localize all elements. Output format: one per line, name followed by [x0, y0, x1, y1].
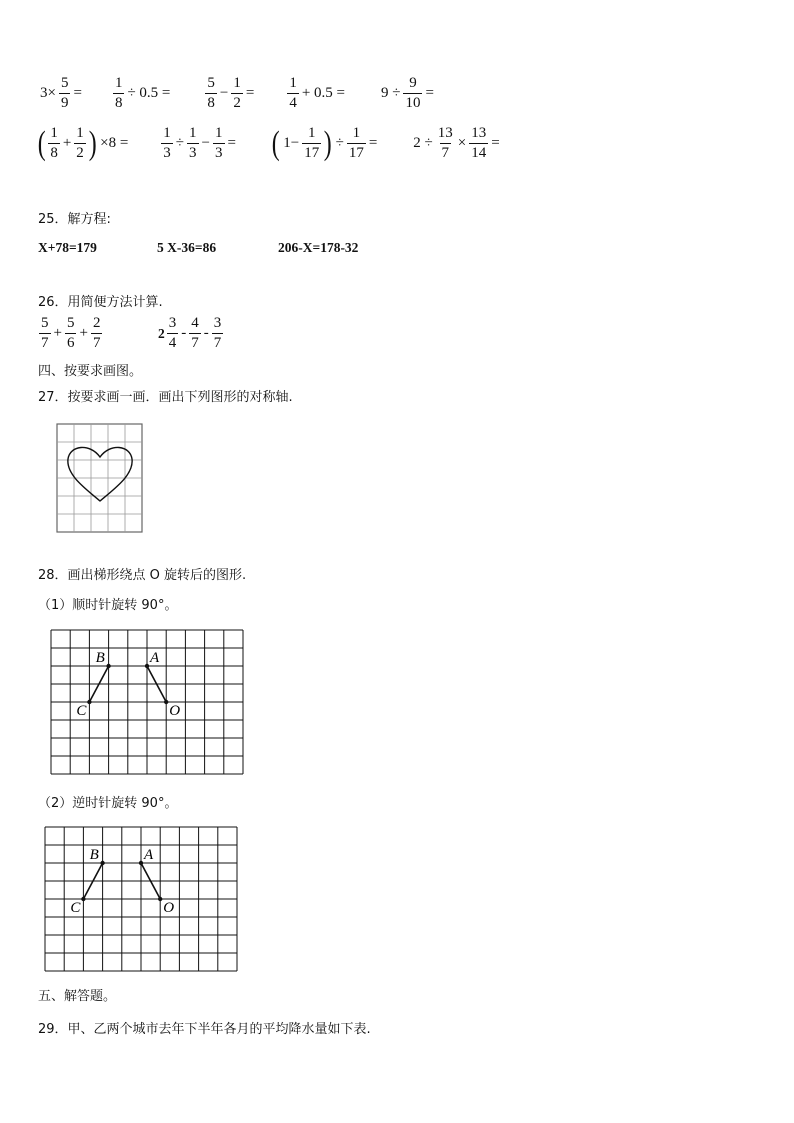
- label-a: A: [144, 847, 154, 863]
- e6-fraction: [74, 126, 86, 161]
- e8-text: =: [368, 135, 378, 151]
- denominator: 17: [348, 145, 364, 161]
- point-c: [87, 700, 91, 704]
- expression-e8: [270, 126, 379, 161]
- q26-e1-fraction: [65, 316, 77, 351]
- numerator: 13: [471, 125, 487, 141]
- e7-fraction: [161, 126, 173, 161]
- denominator: 8: [114, 95, 123, 111]
- rotation-grid-1: [50, 629, 246, 777]
- point-b: [106, 664, 110, 668]
- e8-fraction: [302, 126, 321, 161]
- label-o: O: [169, 703, 181, 719]
- numerator: 1: [189, 125, 197, 141]
- expr-row-2: [36, 126, 502, 161]
- e6-fraction: [48, 126, 60, 161]
- q26-expr-2: [158, 316, 224, 351]
- q25-eq-3: 206-X=178-32: [278, 240, 359, 255]
- denominator: 4: [168, 335, 177, 351]
- e3-fraction: [205, 76, 217, 111]
- denominator: 17: [304, 145, 320, 161]
- numerator: 5: [60, 75, 69, 91]
- label-c: C: [76, 703, 87, 719]
- numerator: 1: [114, 75, 123, 91]
- denominator: 3: [189, 145, 197, 161]
- e9-text: ×: [457, 135, 467, 151]
- e2-text: ÷ 0.5 =: [127, 85, 171, 101]
- numerator: 1: [50, 125, 58, 141]
- numerator: 2: [92, 315, 101, 331]
- numerator: 1: [308, 125, 316, 141]
- q27-text: 27．按要求画一画．画出下列图形的对称轴.: [38, 390, 293, 405]
- numerator: 5: [66, 315, 75, 331]
- section-5-heading: 五、解答题。: [38, 989, 117, 1004]
- denominator: 7: [92, 335, 101, 351]
- numerator: 5: [207, 75, 215, 91]
- denominator: 3: [215, 145, 223, 161]
- e7-text: =: [227, 135, 236, 151]
- section-4-heading: 四、按要求画图。: [38, 364, 143, 379]
- q26-e2-fraction: [212, 316, 224, 351]
- numerator: 5: [41, 315, 49, 331]
- denominator: 7: [41, 335, 49, 351]
- expression-e4: [286, 76, 347, 111]
- numerator: 1: [289, 75, 297, 91]
- denominator: 4: [289, 95, 297, 111]
- q26-title: 26．用简便方法计算.: [38, 295, 163, 310]
- numerator: 1: [163, 125, 171, 141]
- expression-e7: [160, 126, 238, 161]
- q26-e2-fraction: [167, 316, 179, 351]
- q28-part-2: （2）逆时针旋转 90°。: [38, 796, 178, 811]
- q29-text: 29．甲、乙两个城市去年下半年各月的平均降水量如下表.: [38, 1022, 371, 1037]
- q25-eq-2: 5 X-36=86: [157, 240, 217, 255]
- e9-text: 2 ÷: [413, 135, 433, 151]
- point-a: [145, 664, 149, 668]
- e7-text: ÷: [175, 135, 185, 151]
- q26-e1-fraction: [39, 316, 51, 351]
- expression-e3: [204, 76, 256, 111]
- rotation-grid-2: [44, 826, 240, 974]
- denominator: 2: [76, 145, 84, 161]
- q26-expr-1: [38, 316, 103, 351]
- e5-text: =: [425, 85, 434, 101]
- numerator: 3: [213, 315, 222, 331]
- label-b: B: [95, 650, 105, 666]
- numerator: 1: [233, 75, 241, 91]
- label-b: B: [89, 847, 99, 863]
- denominator: 8: [207, 95, 215, 111]
- e6-paren: (: [37, 124, 46, 162]
- e6-paren: ): [88, 124, 97, 162]
- expr-row-1: [38, 76, 436, 111]
- denominator: 8: [50, 145, 58, 161]
- numerator: 1: [215, 125, 223, 141]
- e8-paren: (: [271, 124, 280, 162]
- e8-text: 1−: [283, 135, 300, 151]
- e9-fraction: [436, 126, 455, 161]
- e8-text: ÷: [335, 135, 344, 151]
- e3-text: −: [219, 85, 229, 101]
- e6-text: ×8 =: [100, 135, 129, 151]
- e9-fraction: [469, 126, 488, 161]
- e7-fraction: [213, 126, 225, 161]
- q25-eq-1: X+78=179: [38, 240, 97, 255]
- q26-e2-text: -: [203, 325, 209, 341]
- denominator: 7: [441, 145, 450, 161]
- heart-shape: [68, 447, 132, 501]
- e4-fraction: [287, 76, 299, 111]
- q26-e1-text: +: [53, 325, 62, 341]
- denominator: 14: [471, 145, 487, 161]
- e8-fraction: [347, 126, 366, 161]
- q28-text: 28．画出梯形绕点 O 旋转后的图形.: [38, 568, 247, 583]
- heart-grid-figure: [56, 423, 146, 535]
- denominator: 7: [213, 335, 222, 351]
- q28-part-1: （1）顺时针旋转 90°。: [38, 598, 178, 613]
- denominator: 3: [163, 145, 171, 161]
- point-o: [158, 897, 162, 901]
- e3-fraction: [231, 76, 243, 111]
- point-a: [139, 861, 143, 865]
- e1-text: 3×: [40, 85, 56, 101]
- numerator: 9: [409, 75, 417, 91]
- e5-fraction: [403, 76, 422, 111]
- numerator: 3: [168, 315, 177, 331]
- e1-text: =: [73, 85, 82, 101]
- expression-e1: [38, 76, 84, 111]
- denominator: 7: [191, 335, 199, 351]
- expression-e6: [36, 126, 130, 161]
- q26-e2-fraction: [189, 316, 201, 351]
- e4-text: + 0.5 =: [301, 85, 345, 101]
- e5-text: 9 ÷: [381, 85, 401, 101]
- numerator: 4: [191, 315, 199, 331]
- expression-e5: [379, 76, 436, 111]
- q26-e1-text: +: [79, 325, 88, 341]
- denominator: 2: [233, 95, 241, 111]
- q26-e2-text: -: [181, 325, 187, 341]
- q26-expr-2-whole: 2: [158, 325, 165, 341]
- denominator: 10: [405, 95, 421, 111]
- numerator: 13: [437, 125, 453, 141]
- label-a: A: [150, 650, 160, 666]
- e8-paren: ): [323, 124, 332, 162]
- label-o: O: [163, 900, 175, 916]
- q25-title: 25．解方程:: [38, 212, 111, 227]
- e1-fraction: [59, 76, 71, 111]
- e2-fraction: [113, 76, 125, 111]
- point-o: [164, 700, 168, 704]
- expression-e9: [411, 126, 501, 161]
- point-c: [81, 897, 85, 901]
- e3-text: =: [245, 85, 255, 101]
- label-c: C: [70, 900, 81, 916]
- expression-e2: [112, 76, 172, 111]
- e7-fraction: [187, 126, 199, 161]
- numerator: 1: [76, 125, 84, 141]
- e7-text: −: [201, 135, 210, 151]
- denominator: 9: [60, 95, 69, 111]
- q26-e1-fraction: [91, 316, 103, 351]
- e6-text: +: [62, 135, 72, 151]
- numerator: 1: [352, 125, 361, 141]
- denominator: 6: [66, 335, 75, 351]
- e9-text: =: [491, 135, 500, 151]
- point-b: [100, 861, 104, 865]
